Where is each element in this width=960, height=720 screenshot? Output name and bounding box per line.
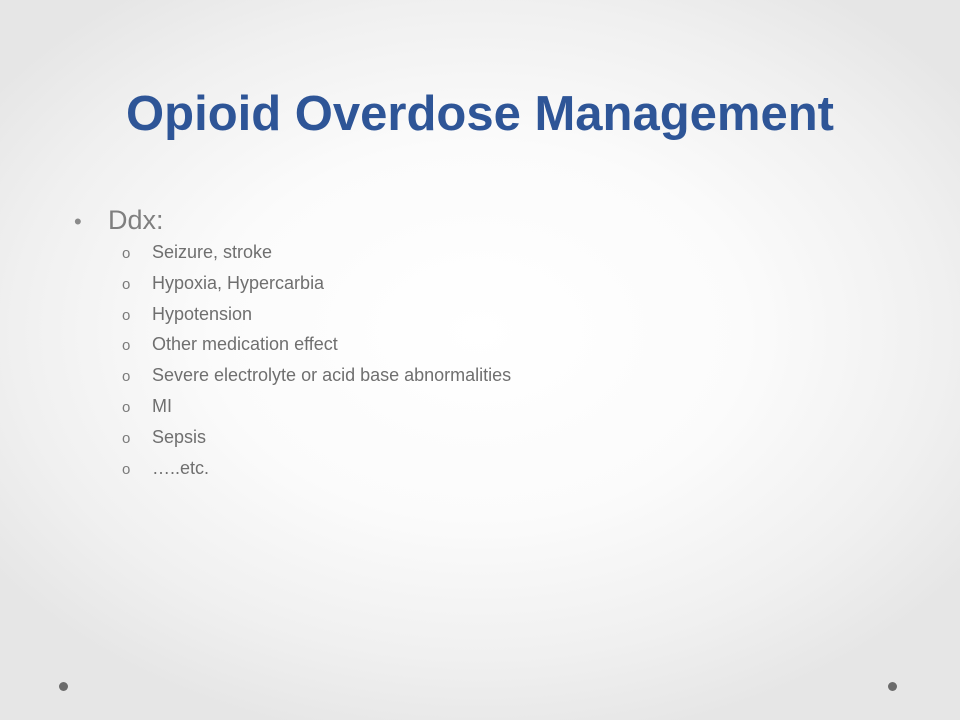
list-item <box>122 237 894 268</box>
list-item-text: MI <box>152 395 172 416</box>
list-item-text: Sepsis <box>152 426 207 447</box>
list-item <box>122 268 894 299</box>
list-item-text: Hypoxia, Hypercarbia <box>152 272 325 293</box>
corner-dot-right-icon <box>888 682 897 691</box>
circle-bullet-icon: o <box>122 398 131 416</box>
circle-bullet-icon: o <box>122 368 131 386</box>
circle-bullet-icon: o <box>122 245 131 262</box>
circle-bullet-icon: o <box>122 275 131 293</box>
slide-title: Opioid Overdose Management <box>126 87 834 141</box>
circle-bullet-icon: o <box>122 429 131 447</box>
list-item-text: Seizure, stroke <box>152 242 273 262</box>
list-item <box>122 453 894 484</box>
list-item-text: Hypotension <box>152 303 253 324</box>
list-item <box>122 391 894 422</box>
list-item-text: …..etc. <box>152 457 210 478</box>
circle-bullet-icon: o <box>122 306 131 324</box>
bullet-ddx <box>74 200 894 242</box>
list-item <box>122 422 894 453</box>
list-item <box>122 360 894 391</box>
bullet-label: Ddx: <box>108 205 164 235</box>
ddx-list <box>122 237 894 483</box>
list-item <box>122 329 894 360</box>
list-item <box>122 299 894 330</box>
list-item-text: Severe electrolyte or acid base abnormalities <box>152 365 512 386</box>
bullet-dot-icon: • <box>74 209 82 234</box>
list-item-text: Other medication effect <box>152 334 338 355</box>
circle-bullet-icon: o <box>122 460 131 478</box>
slide-body <box>74 200 894 483</box>
circle-bullet-icon: o <box>122 337 131 355</box>
corner-dot-left-icon <box>59 682 68 691</box>
